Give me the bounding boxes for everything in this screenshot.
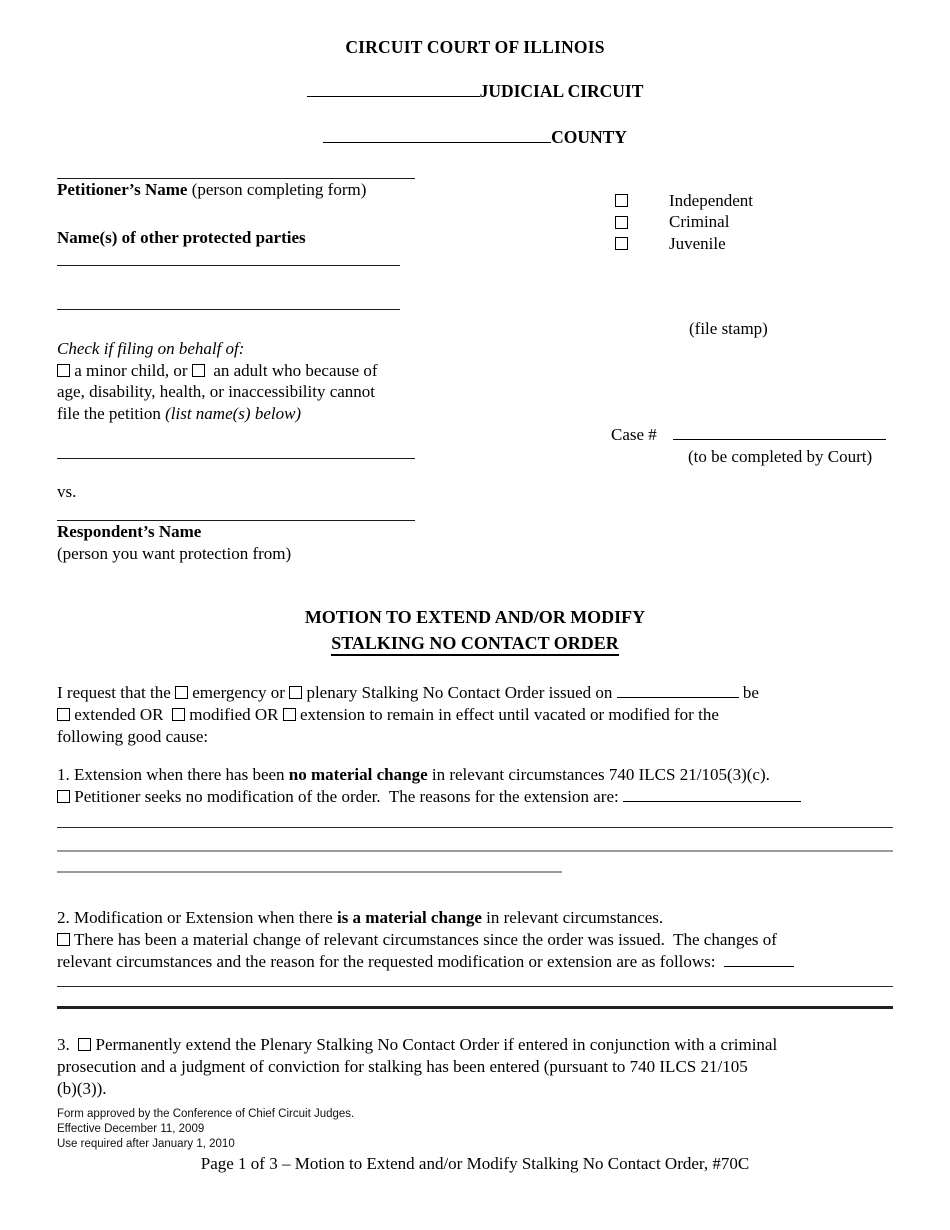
text-run: is a material change bbox=[336, 908, 482, 927]
case-number-note: (to be completed by Court) bbox=[688, 447, 873, 466]
case-type-checkbox-juvenile[interactable] bbox=[615, 237, 628, 250]
text-run: following good cause: bbox=[57, 727, 209, 746]
case-type-row bbox=[615, 190, 753, 212]
checkbox[interactable] bbox=[57, 790, 70, 803]
text-run: emergency or bbox=[188, 683, 290, 702]
text-run: 1. Extension when there has been bbox=[57, 765, 289, 784]
case-type-label: Independent bbox=[669, 190, 754, 210]
text-run: in relevant circumstances 740 ILCS 21/105(3)(c). bbox=[427, 765, 770, 784]
request-line-3 bbox=[57, 726, 893, 748]
behalf-names-line[interactable] bbox=[57, 458, 415, 459]
text-run: 3. bbox=[57, 1035, 79, 1054]
text-run: file the petition bbox=[57, 403, 166, 423]
effective-date: Effective December 11, 2009 bbox=[57, 1123, 205, 1135]
form-title bbox=[57, 604, 893, 656]
behalf-line-2 bbox=[57, 381, 477, 403]
answer-line[interactable] bbox=[57, 827, 893, 828]
text-run: an adult who because of bbox=[204, 360, 378, 380]
form-title-line2: STALKING NO CONTACT ORDER bbox=[331, 633, 619, 656]
section-2-line-2 bbox=[57, 929, 893, 951]
checkbox[interactable] bbox=[57, 364, 70, 377]
form-title-line1: MOTION TO EXTEND AND/OR MODIFY bbox=[304, 607, 646, 627]
section-2-line-3 bbox=[57, 951, 893, 973]
text-run: COUNTY bbox=[551, 127, 627, 147]
section-1-line-2 bbox=[57, 786, 893, 808]
section-3-line-2 bbox=[57, 1056, 893, 1078]
text-run: (list name(s) below) bbox=[165, 403, 302, 423]
other-parties-line-1[interactable] bbox=[57, 265, 400, 266]
text-run: (b)(3)). bbox=[57, 1079, 107, 1098]
approval-note: Form approved by the Conference of Chief Circuit Judges. bbox=[57, 1108, 355, 1120]
section-2-line-1 bbox=[57, 907, 893, 929]
behalf-line-3 bbox=[57, 403, 477, 425]
caption-area bbox=[57, 178, 893, 580]
text-run: I request that the bbox=[57, 683, 176, 702]
request-paragraph bbox=[57, 682, 893, 748]
text-run: in relevant circumstances. bbox=[481, 908, 664, 927]
text-run: age, disability, health, or inaccessibility cannot bbox=[57, 382, 376, 401]
text-run: no material change bbox=[288, 765, 428, 784]
file-stamp-label: (file stamp) bbox=[689, 319, 768, 338]
case-type-label: Juvenile bbox=[669, 233, 726, 253]
case-type-row bbox=[615, 233, 753, 255]
checkbox[interactable] bbox=[289, 686, 302, 699]
section-3-line-3 bbox=[57, 1078, 893, 1100]
county-line bbox=[57, 126, 893, 148]
behalf-intro: Check if filing on behalf of: bbox=[57, 339, 245, 358]
court-title: CIRCUIT COURT OF ILLINOIS bbox=[345, 37, 605, 57]
text-run: plenary Stalking No Contact Order issued on bbox=[302, 683, 617, 702]
case-type-list bbox=[615, 190, 753, 255]
answer-line[interactable] bbox=[57, 1006, 893, 1009]
text-run: (person completing form) bbox=[187, 180, 367, 199]
checkbox[interactable] bbox=[78, 1038, 91, 1051]
request-line-2 bbox=[57, 704, 893, 726]
parties-column bbox=[57, 178, 477, 565]
section-1-line-1 bbox=[57, 764, 893, 786]
text-run: prosecution and a judgment of conviction for stalking has been entered (pursuant to 740 ILCS 21/105 bbox=[57, 1057, 748, 1076]
text-run: a minor child, or bbox=[70, 360, 192, 380]
respondent-label: Respondent’s Name bbox=[57, 522, 202, 541]
case-type-label: Criminal bbox=[669, 212, 730, 232]
case-number-field[interactable] bbox=[673, 425, 886, 444]
blank-field[interactable] bbox=[323, 129, 551, 143]
text-run: be bbox=[738, 683, 759, 702]
text-run: modified OR bbox=[184, 705, 283, 724]
blank-field[interactable] bbox=[307, 83, 480, 97]
text-run: There has been a material change of relevant circumstances since the order was issued. The changes of bbox=[70, 930, 777, 949]
section-1 bbox=[57, 764, 893, 808]
text-run: JUDICIAL CIRCUIT bbox=[479, 81, 644, 101]
text-run: Permanently extend the Plenary Stalking No Contact Order if entered in conjunction with a criminal bbox=[91, 1035, 778, 1054]
blank-field[interactable] bbox=[623, 788, 801, 802]
checkbox[interactable] bbox=[175, 686, 188, 699]
text-run: 2. Modification or Extension when there bbox=[57, 908, 337, 927]
page-footer-line: Page 1 of 3 – Motion to Extend and/or Modify Stalking No Contact Order, #70C bbox=[200, 1154, 750, 1173]
answer-line[interactable] bbox=[57, 850, 893, 852]
text-run: relevant circumstances and the reason for the requested modification or extension are as follows: bbox=[57, 952, 725, 971]
text-run: Petitioner seeks no modification of the order. The reasons for the extension are: bbox=[70, 787, 623, 806]
vs-label: vs. bbox=[57, 482, 77, 501]
checkbox[interactable] bbox=[192, 364, 205, 377]
checkbox[interactable] bbox=[172, 708, 185, 721]
section-2 bbox=[57, 907, 893, 973]
behalf-line-1 bbox=[57, 360, 477, 382]
blank-field[interactable] bbox=[724, 953, 794, 967]
other-parties-line-2[interactable] bbox=[57, 309, 400, 310]
request-line-1 bbox=[57, 682, 893, 704]
case-number-label: Case # bbox=[611, 425, 657, 444]
respondent-sublabel: (person you want protection from) bbox=[57, 544, 292, 563]
use-required-note: Use required after January 1, 2010 bbox=[57, 1138, 235, 1150]
section-3-line-1 bbox=[57, 1034, 893, 1056]
blank-field[interactable] bbox=[673, 426, 886, 440]
other-parties-label: Name(s) of other protected parties bbox=[57, 228, 306, 247]
checkbox[interactable] bbox=[57, 708, 70, 721]
section-3 bbox=[57, 1034, 893, 1100]
blank-field[interactable] bbox=[617, 684, 739, 698]
text-run: Petitioner’s Name bbox=[57, 180, 188, 199]
judicial-circuit-line bbox=[57, 80, 893, 102]
checkbox[interactable] bbox=[57, 933, 70, 946]
text-run: extended OR bbox=[70, 705, 172, 724]
case-type-checkbox-independent[interactable] bbox=[615, 194, 628, 207]
text-run: extension to remain in effect until vacated or modified for the bbox=[295, 705, 719, 724]
approval-block bbox=[57, 1107, 893, 1152]
case-type-checkbox-criminal[interactable] bbox=[615, 216, 628, 229]
answer-line[interactable] bbox=[57, 986, 893, 987]
case-number-block bbox=[611, 424, 886, 468]
petitioner-label bbox=[57, 179, 477, 201]
checkbox[interactable] bbox=[283, 708, 296, 721]
case-type-row bbox=[615, 212, 753, 234]
answer-line[interactable] bbox=[57, 871, 562, 873]
